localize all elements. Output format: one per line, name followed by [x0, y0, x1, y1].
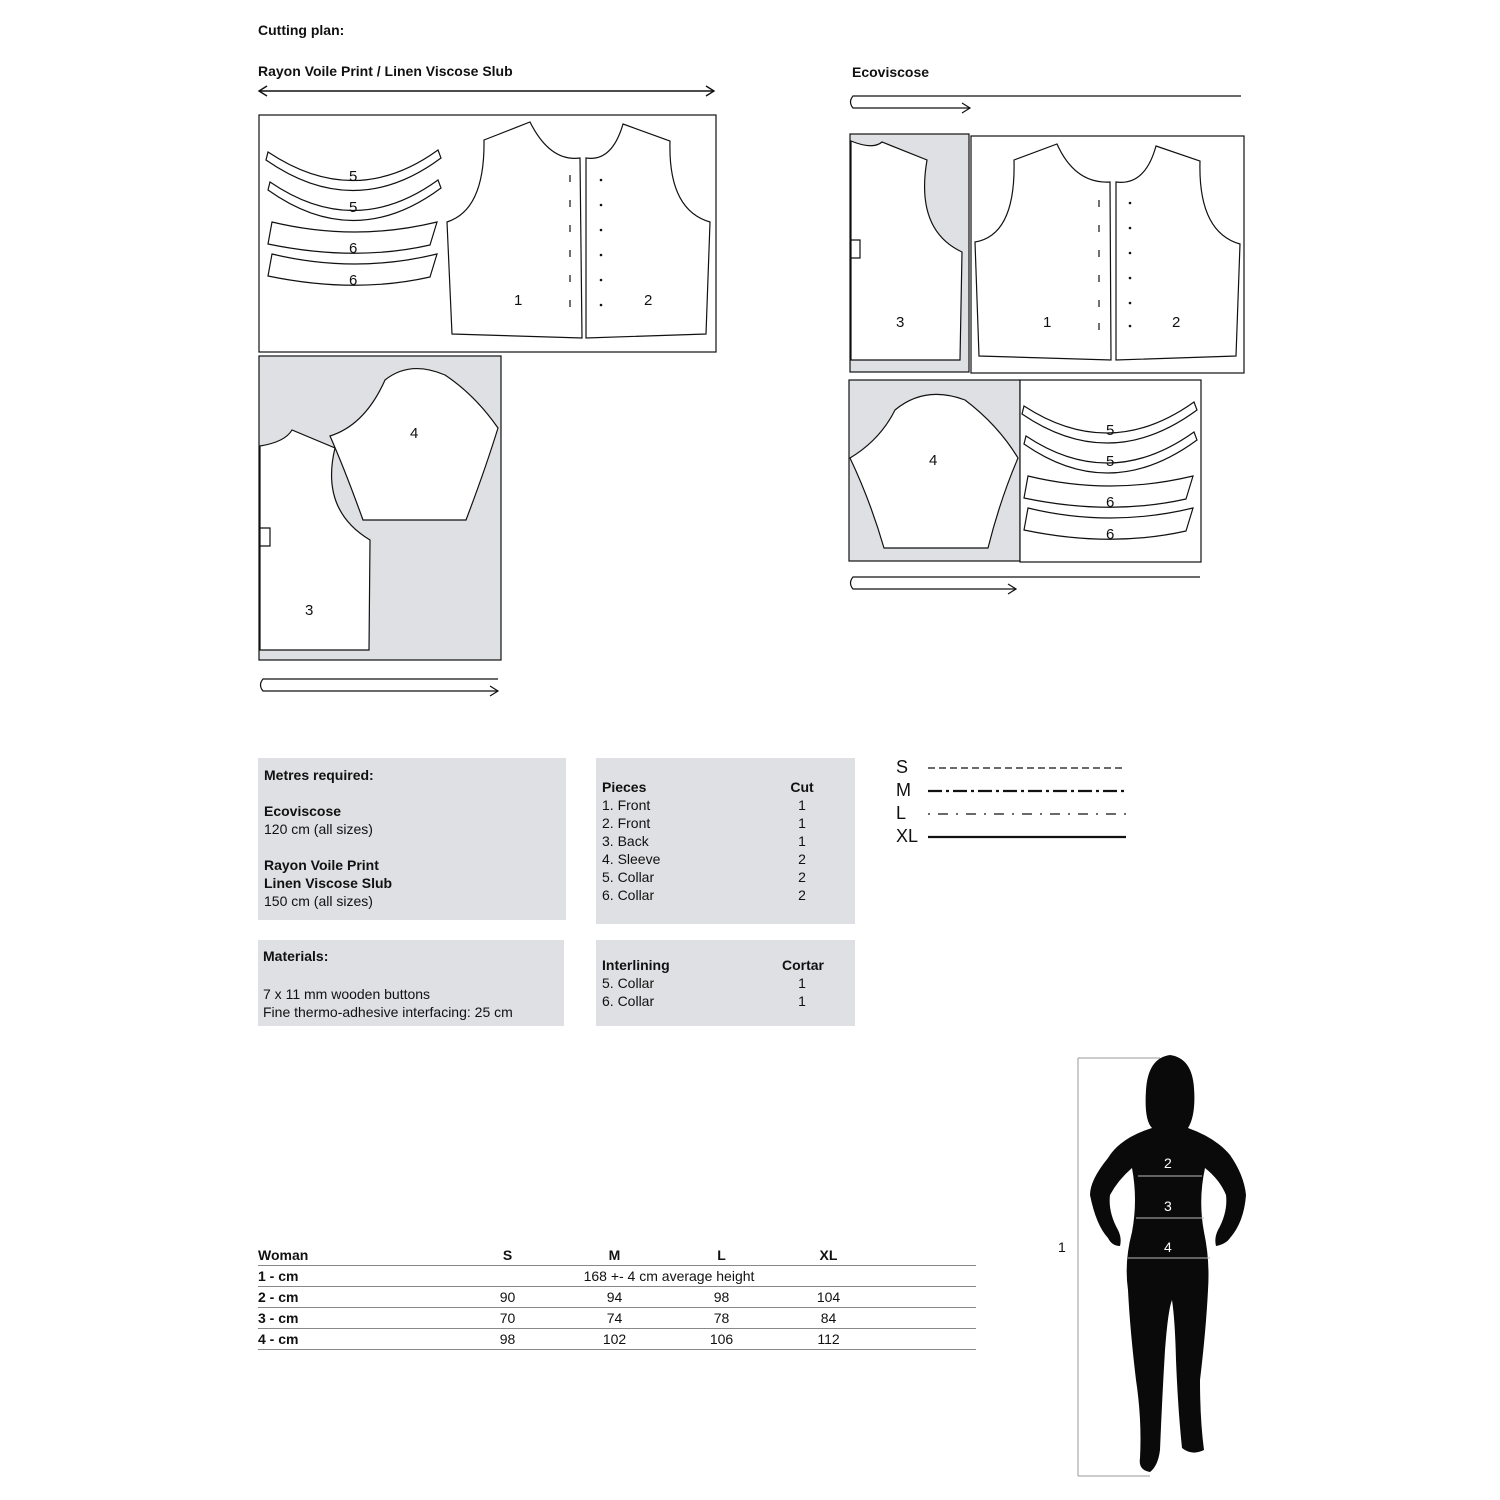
piece-label-6: 6 [1106, 526, 1115, 543]
piece-name: 2. Front [602, 815, 651, 831]
piece-cut: 1 [798, 815, 806, 831]
row-label: 3 - cm [258, 1310, 299, 1326]
piece-label-4: 4 [929, 452, 938, 469]
piece-label-6: 6 [349, 240, 358, 257]
cell-xl: 104 [816, 1289, 841, 1305]
metres-heading: Metres required: [264, 767, 374, 783]
interlining-cut: 1 [798, 975, 806, 991]
cell-s: 90 [499, 1289, 516, 1305]
average-height: 168 +- 4 cm average height [583, 1268, 755, 1284]
piece-label-5: 5 [349, 199, 358, 216]
piece-cut: 2 [798, 887, 806, 903]
page-title: Cutting plan: [258, 22, 345, 38]
size-col-l: L [717, 1247, 726, 1263]
cell-xl: 84 [820, 1310, 837, 1326]
interlining-cut: 1 [798, 993, 806, 1009]
woman-silhouette [1090, 1055, 1246, 1472]
piece-label-3: 3 [305, 602, 314, 619]
legend-label-m: M [896, 780, 911, 800]
piece-cut: 1 [798, 833, 806, 849]
materials-heading: Materials: [263, 948, 329, 964]
row-label: 2 - cm [258, 1289, 299, 1305]
piece-cut: 2 [798, 851, 806, 867]
interlining-col-header: Interlining [602, 957, 670, 973]
height-marker: 1 [1058, 1239, 1066, 1255]
piece-label-3: 3 [896, 314, 905, 331]
legend-label-xl: XL [896, 826, 919, 846]
materials-line-1: 7 x 11 mm wooden buttons [263, 986, 431, 1002]
cortar-col-header: Cortar [782, 957, 825, 973]
piece-label-1: 1 [1043, 314, 1052, 331]
size-col-xl: XL [819, 1247, 838, 1263]
piece-name: 4. Sleeve [602, 851, 661, 867]
fabric2-amount: 150 cm (all sizes) [264, 893, 373, 909]
cell-l: 78 [713, 1310, 730, 1326]
legend-label-s: S [896, 757, 909, 777]
fabric2-name-a: Rayon Voile Print [264, 857, 379, 873]
hip-marker: 4 [1164, 1239, 1172, 1255]
size-col-s: S [502, 1247, 513, 1263]
interlining-name: 5. Collar [602, 975, 655, 991]
piece-label-5: 5 [1106, 422, 1115, 439]
interlining-name: 6. Collar [602, 993, 655, 1009]
cell-l: 106 [709, 1331, 734, 1347]
piece-label-2: 2 [1172, 314, 1181, 331]
bust-marker: 2 [1164, 1155, 1172, 1171]
size-col-woman: Woman [258, 1247, 309, 1263]
fabric1-name: Ecoviscose [264, 803, 342, 819]
cell-s: 70 [499, 1310, 516, 1326]
cell-l: 98 [713, 1289, 730, 1305]
legend-label-l: L [896, 803, 907, 823]
materials-line-2: Fine thermo-adhesive interfacing: 25 cm [263, 1004, 513, 1020]
eco-layout-title: Ecoviscose [852, 64, 930, 80]
piece-label-6: 6 [349, 272, 358, 289]
piece-cut: 1 [798, 797, 806, 813]
piece-name: 6. Collar [602, 887, 655, 903]
size-col-m: M [608, 1247, 621, 1263]
cell-m: 102 [602, 1331, 627, 1347]
piece-name: 1. Front [602, 797, 651, 813]
fabric1-amount: 120 cm (all sizes) [264, 821, 373, 837]
cut-col-header: Cut [790, 779, 814, 795]
cell-m: 74 [606, 1310, 623, 1326]
waist-marker: 3 [1164, 1198, 1172, 1214]
pieces-col-header: Pieces [602, 779, 647, 795]
rayon-layout-title: Rayon Voile Print / Linen Viscose Slub [258, 63, 513, 79]
piece-label-1: 1 [514, 292, 523, 309]
piece-name: 3. Back [602, 833, 649, 849]
cell-xl: 112 [817, 1331, 840, 1347]
piece-label-5: 5 [349, 168, 358, 185]
piece-label-4: 4 [410, 425, 419, 442]
piece-cut: 2 [798, 869, 806, 885]
cell-m: 94 [606, 1289, 623, 1305]
piece-label-6: 6 [1106, 494, 1115, 511]
cell-s: 98 [499, 1331, 516, 1347]
row-label: 4 - cm [258, 1331, 299, 1347]
piece-label-5: 5 [1106, 453, 1115, 470]
piece-label-2: 2 [644, 292, 653, 309]
row-label: 1 - cm [258, 1268, 299, 1284]
piece-name: 5. Collar [602, 869, 655, 885]
fabric2-name-b: Linen Viscose Slub [264, 875, 393, 891]
